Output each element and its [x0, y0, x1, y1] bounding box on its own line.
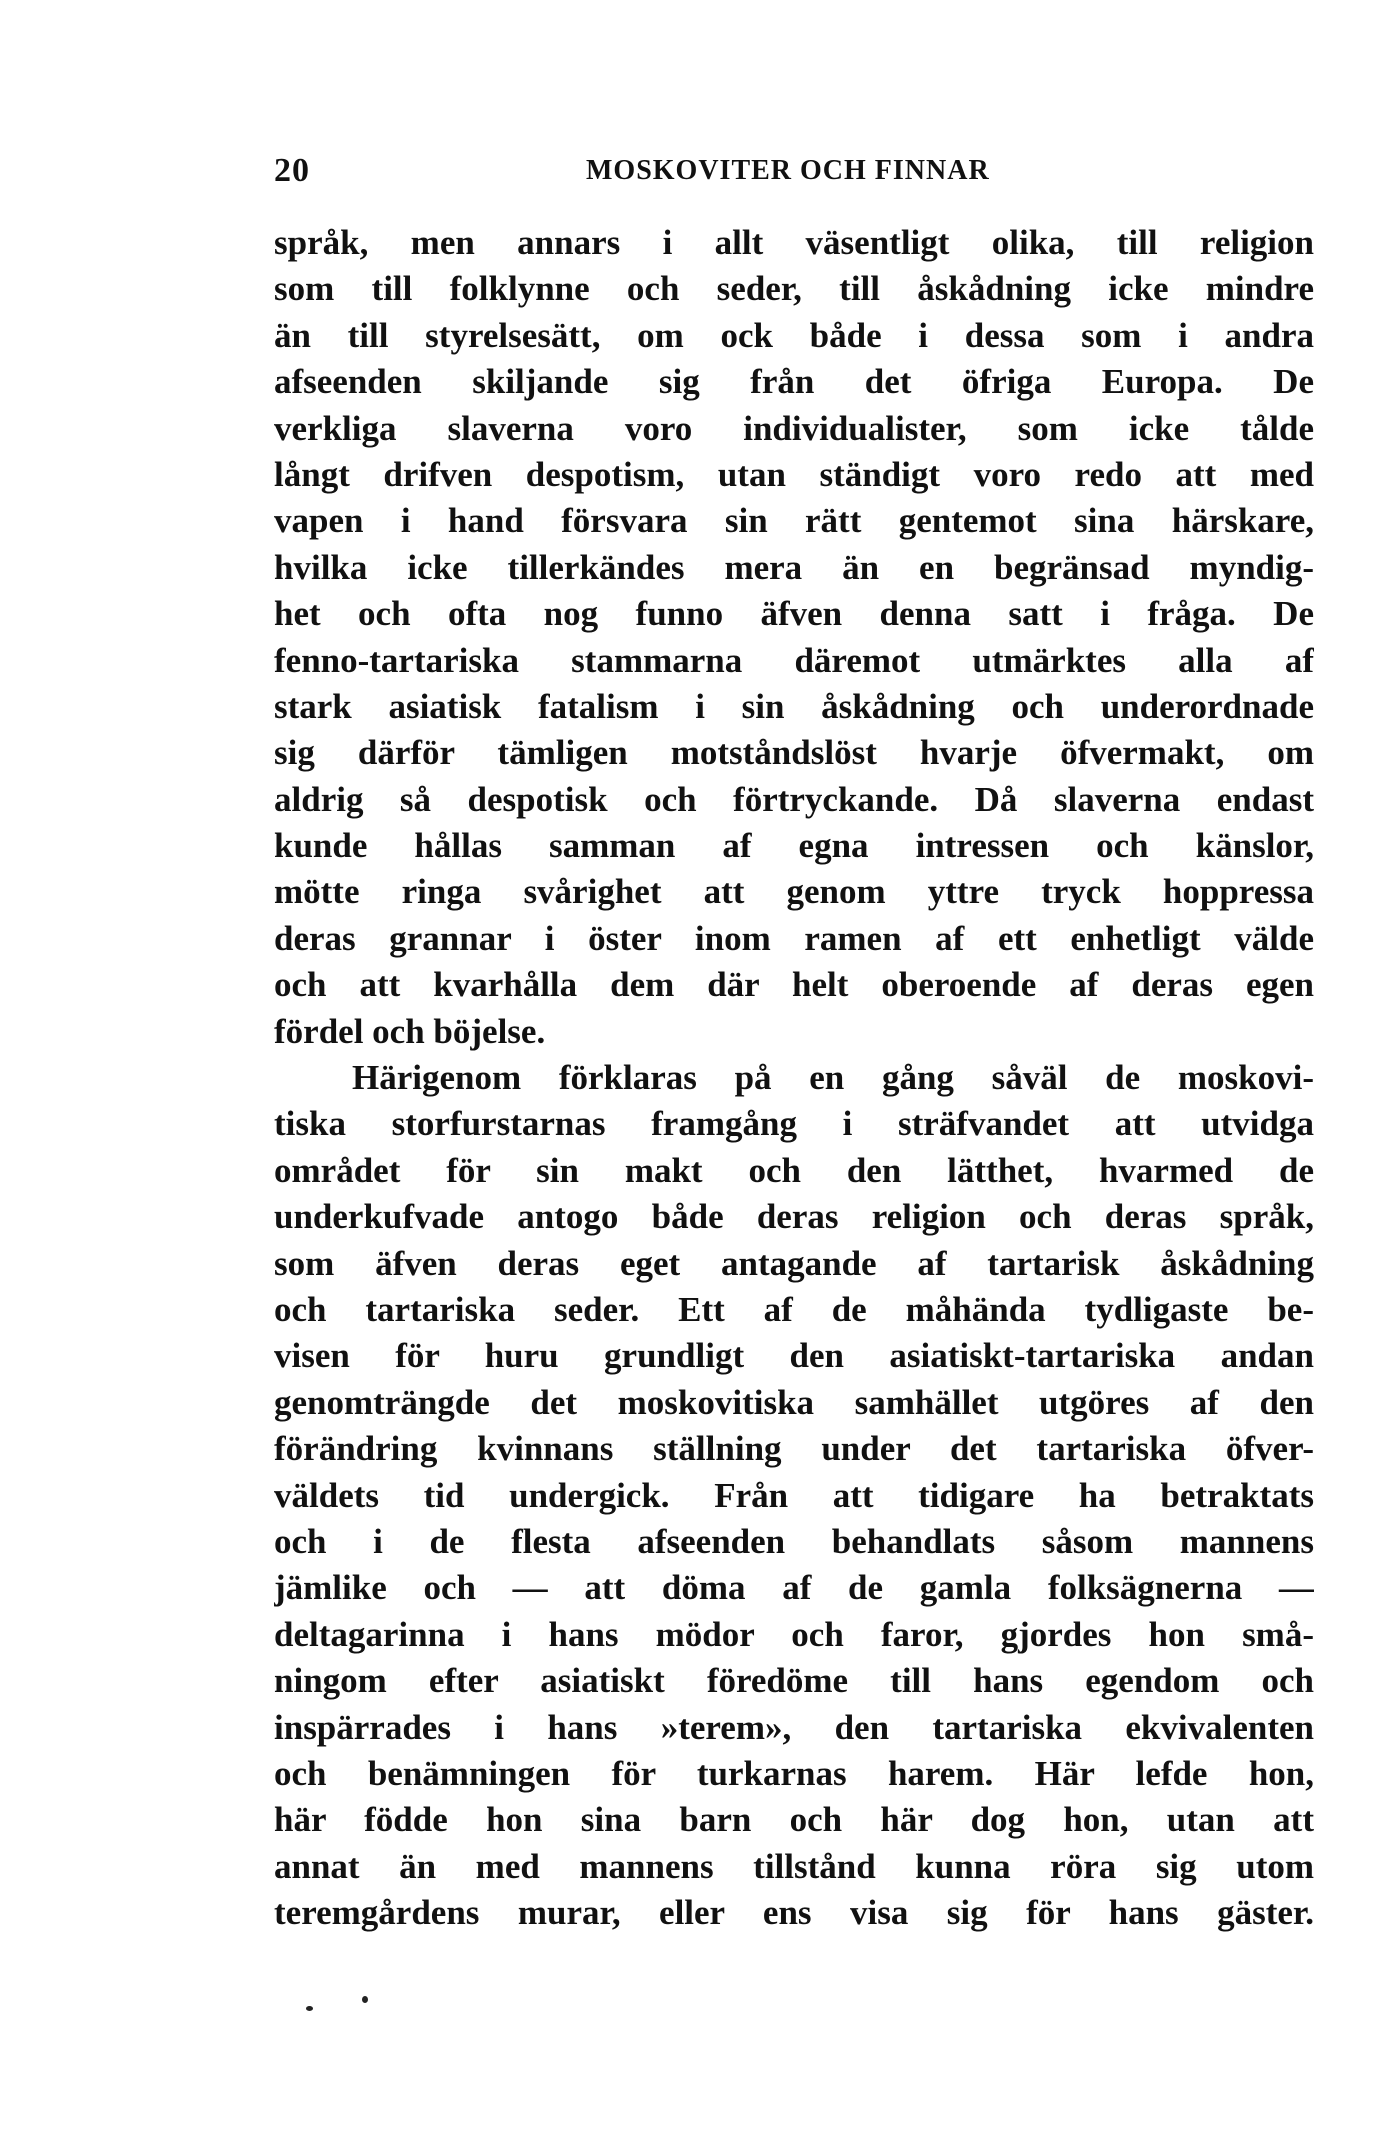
text-line: stark asiatisk fatalism i sin åskådning och underordnade	[274, 686, 1314, 726]
text-line: fördel och böjelse.	[274, 1011, 546, 1051]
text-line: hvilka icke tillerkändes mera än en begränsad myndig-	[274, 547, 1314, 587]
text-line: och att kvarhålla dem där helt oberoende af deras egen	[274, 965, 1314, 1005]
text-line: aldrig så despotisk och förtryckande. Då slaverna endast	[274, 779, 1314, 819]
text-line: kunde hållas samman af egna intressen och känslor,	[274, 826, 1314, 866]
text-line: som äfven deras eget antagande af tartarisk åskådning	[274, 1243, 1314, 1283]
text-line: verkliga slaverna voro individualister, som icke tålde	[274, 408, 1314, 448]
text-line: väldets tid undergick. Från att tidigare ha betraktats	[274, 1475, 1314, 1515]
text-line: Härigenom förklaras på en gång såväl de moskovi-	[352, 1058, 1314, 1098]
text-line: förändring kvinnans ställning under det tartariska öfver-	[274, 1429, 1314, 1469]
text-line: som till folklynne och seder, till åskådning icke mindre	[274, 269, 1314, 309]
page-number: 20	[274, 152, 310, 189]
body-text	[274, 220, 1314, 1936]
text-line: teremgårdens murar, eller ens visa sig för hans gäster.	[274, 1893, 1314, 1933]
text-line: annat än med mannens tillstånd kunna röra sig utom	[274, 1846, 1314, 1886]
text-line: än till styrelsesätt, om ock både i dessa som i andra	[274, 315, 1314, 355]
text-line: inspärrades i hans »terem», den tartariska ekvivalenten	[274, 1707, 1314, 1747]
text-line: och i de flesta afseenden behandlats såsom mannens	[274, 1521, 1314, 1561]
page-header	[274, 152, 1314, 192]
text-line: genomträngde det moskovitiska samhället utgöres af den	[274, 1382, 1314, 1422]
text-line: jämlike och — att döma af de gamla folksägnerna —	[274, 1568, 1314, 1608]
text-line: deltagarinna i hans mödor och faror, gjordes hon små-	[274, 1614, 1314, 1654]
text-line: het och ofta nog funno äfven denna satt i fråga. De	[274, 594, 1314, 634]
text-line: och benämningen för turkarnas harem. Här lefde hon,	[274, 1753, 1314, 1793]
text-line: mötte ringa svårighet att genom yttre tryck hoppressa	[274, 872, 1314, 912]
text-line: underkufvade antogo både deras religion och deras språk,	[274, 1197, 1314, 1237]
running-head: MOSKOVITER OCH FINNAR	[586, 155, 990, 186]
text-line: området för sin makt och den lätthet, hvarmed de	[274, 1150, 1314, 1190]
text-line: vapen i hand försvara sin rätt gentemot sina härskare,	[274, 501, 1314, 541]
text-line: och tartariska seder. Ett af de måhända tydligaste be-	[274, 1289, 1314, 1329]
text-line: här födde hon sina barn och här dog hon, utan att	[274, 1800, 1314, 1840]
text-line: sig därför tämligen motståndslöst hvarje öfvermakt, om	[274, 733, 1314, 773]
text-line: tiska storfurstarnas framgång i sträfvandet att utvidga	[274, 1104, 1314, 1144]
text-line: visen för huru grundligt den asiatiskt-tartariska andan	[274, 1336, 1314, 1376]
text-line: deras grannar i öster inom ramen af ett enhetligt välde	[274, 918, 1314, 958]
text-line: ningom efter asiatiskt föredöme till hans egendom och	[274, 1661, 1314, 1701]
text-line: afseenden skiljande sig från det öfriga Europa. De	[274, 362, 1314, 402]
text-line: fenno-tartariska stammarna däremot utmärktes alla af	[274, 640, 1314, 680]
text-line: långt drifven despotism, utan ständigt voro redo att med	[274, 454, 1314, 494]
text-line: språk, men annars i allt väsentligt olika, till religion	[274, 223, 1314, 262]
